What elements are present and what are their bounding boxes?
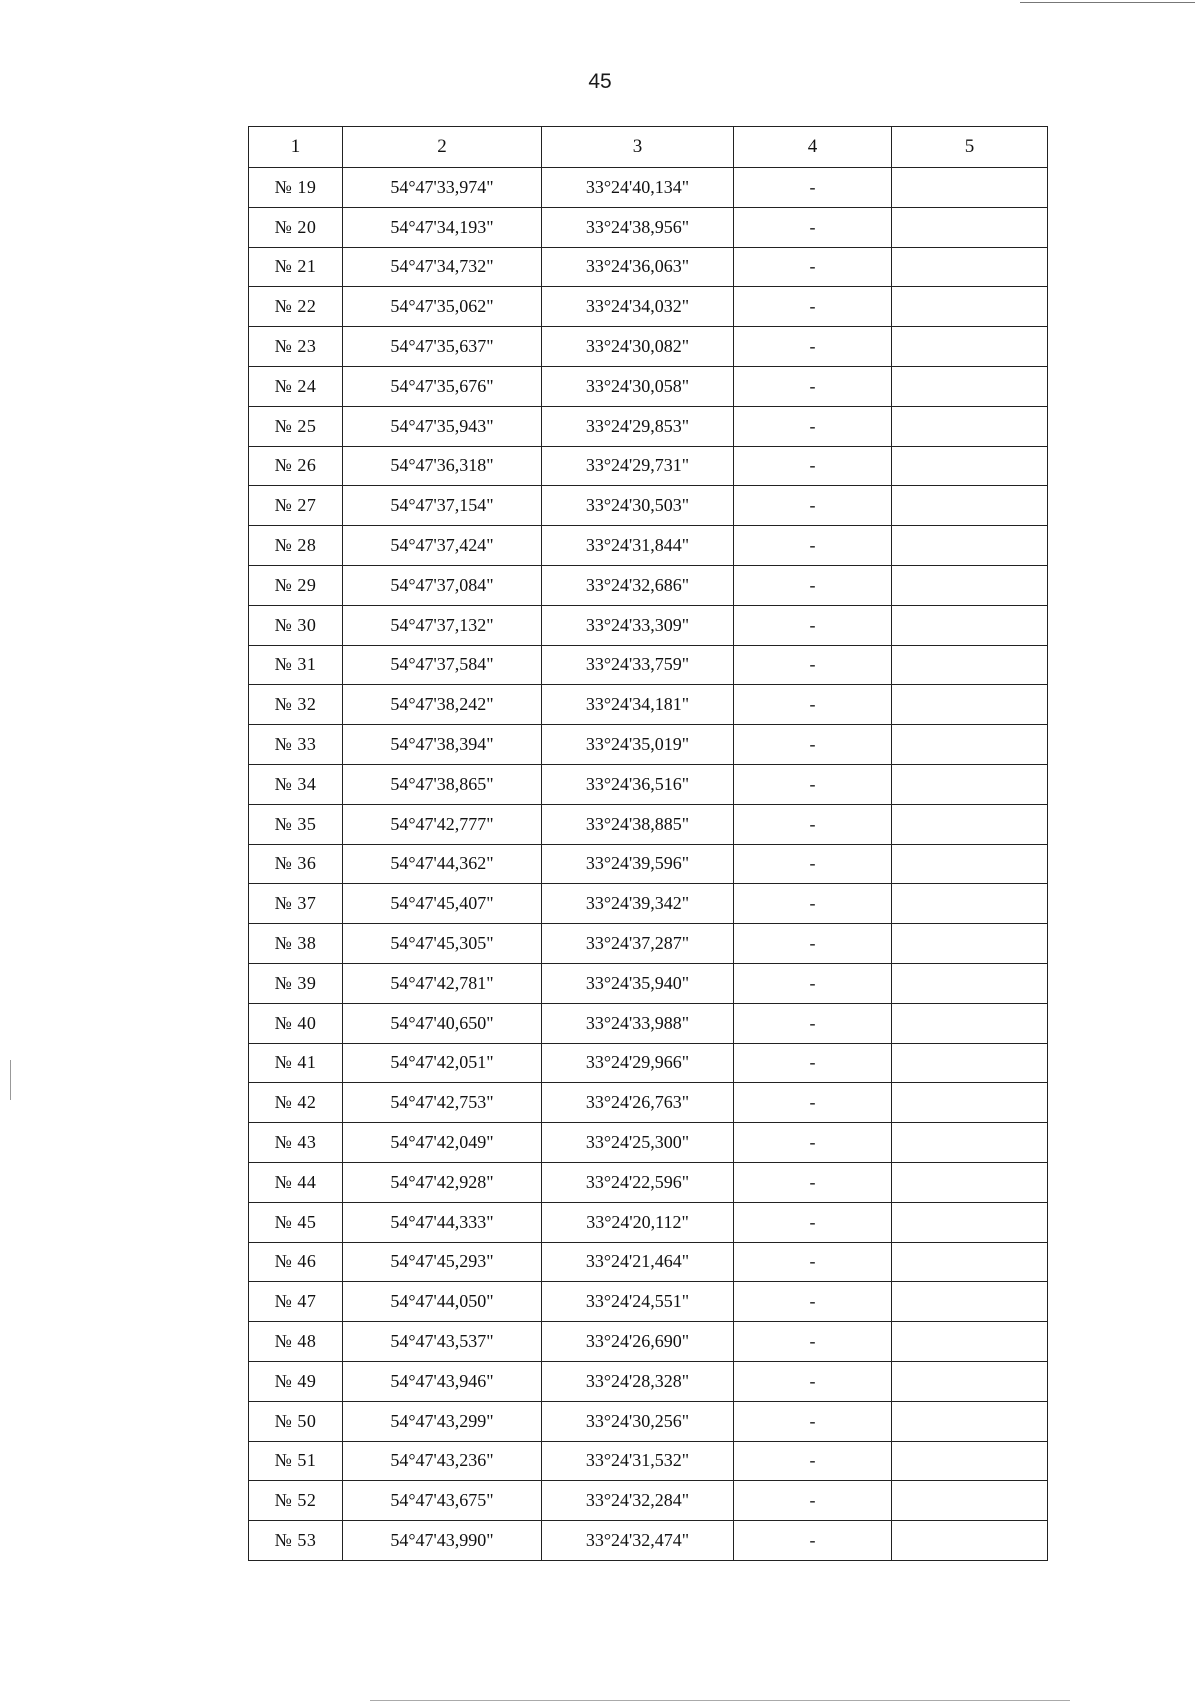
longitude-cell: 33°24'40,134" <box>542 168 734 208</box>
table-header-row <box>249 127 1048 168</box>
point-number-cell: № 19 <box>249 168 343 208</box>
table-row <box>249 1083 1048 1123</box>
longitude-cell: 33°24'33,988" <box>542 1003 734 1043</box>
latitude-cell: 54°47'43,990" <box>343 1521 542 1561</box>
column-5-cell <box>892 1401 1048 1441</box>
column-4-cell: - <box>734 685 892 725</box>
column-5-cell <box>892 406 1048 446</box>
latitude-cell: 54°47'42,928" <box>343 1162 542 1202</box>
point-number-cell: № 44 <box>249 1162 343 1202</box>
column-5-cell <box>892 804 1048 844</box>
column-5-cell <box>892 764 1048 804</box>
latitude-cell: 54°47'44,050" <box>343 1282 542 1322</box>
table-row <box>249 168 1048 208</box>
longitude-cell: 33°24'30,058" <box>542 366 734 406</box>
point-number-cell: № 20 <box>249 207 343 247</box>
latitude-cell: 54°47'35,676" <box>343 366 542 406</box>
table-row <box>249 725 1048 765</box>
column-5-cell <box>892 645 1048 685</box>
column-4-cell: - <box>734 1162 892 1202</box>
longitude-cell: 33°24'21,464" <box>542 1242 734 1282</box>
column-5-cell <box>892 287 1048 327</box>
table-row <box>249 287 1048 327</box>
longitude-cell: 33°24'39,342" <box>542 884 734 924</box>
latitude-cell: 54°47'37,132" <box>343 605 542 645</box>
table-row <box>249 1003 1048 1043</box>
table-row <box>249 526 1048 566</box>
table-row <box>249 486 1048 526</box>
point-number-cell: № 39 <box>249 963 343 1003</box>
column-4-cell: - <box>734 1481 892 1521</box>
table-row <box>249 764 1048 804</box>
coordinates-table <box>248 126 1048 1561</box>
point-number-cell: № 47 <box>249 1282 343 1322</box>
longitude-cell: 33°24'29,731" <box>542 446 734 486</box>
latitude-cell: 54°47'38,865" <box>343 764 542 804</box>
column-5-cell <box>892 1043 1048 1083</box>
column-header-5: 5 <box>892 127 1048 168</box>
latitude-cell: 54°47'42,753" <box>343 1083 542 1123</box>
latitude-cell: 54°47'40,650" <box>343 1003 542 1043</box>
column-4-cell: - <box>734 1043 892 1083</box>
latitude-cell: 54°47'43,537" <box>343 1322 542 1362</box>
table-row <box>249 924 1048 964</box>
column-5-cell <box>892 844 1048 884</box>
column-4-cell: - <box>734 486 892 526</box>
longitude-cell: 33°24'32,686" <box>542 565 734 605</box>
column-4-cell: - <box>734 1282 892 1322</box>
column-4-cell: - <box>734 327 892 367</box>
column-4-cell: - <box>734 1242 892 1282</box>
table-row <box>249 366 1048 406</box>
longitude-cell: 33°24'31,844" <box>542 526 734 566</box>
latitude-cell: 54°47'37,424" <box>343 526 542 566</box>
column-5-cell <box>892 1361 1048 1401</box>
column-4-cell: - <box>734 1123 892 1163</box>
point-number-cell: № 26 <box>249 446 343 486</box>
longitude-cell: 33°24'32,284" <box>542 1481 734 1521</box>
longitude-cell: 33°24'32,474" <box>542 1521 734 1561</box>
point-number-cell: № 37 <box>249 884 343 924</box>
longitude-cell: 33°24'30,503" <box>542 486 734 526</box>
table-row <box>249 1282 1048 1322</box>
column-header-3: 3 <box>542 127 734 168</box>
column-5-cell <box>892 1282 1048 1322</box>
column-5-cell <box>892 1162 1048 1202</box>
table-row <box>249 1043 1048 1083</box>
column-4-cell: - <box>734 287 892 327</box>
table-row <box>249 1202 1048 1242</box>
column-4-cell: - <box>734 884 892 924</box>
page-number: 45 <box>588 70 612 93</box>
column-5-cell <box>892 1202 1048 1242</box>
column-5-cell <box>892 1441 1048 1481</box>
longitude-cell: 33°24'20,112" <box>542 1202 734 1242</box>
column-4-cell: - <box>734 1361 892 1401</box>
column-header-1: 1 <box>249 127 343 168</box>
latitude-cell: 54°47'38,242" <box>343 685 542 725</box>
longitude-cell: 33°24'36,516" <box>542 764 734 804</box>
column-5-cell <box>892 1322 1048 1362</box>
table-row <box>249 1322 1048 1362</box>
latitude-cell: 54°47'35,943" <box>343 406 542 446</box>
column-header-4: 4 <box>734 127 892 168</box>
longitude-cell: 33°24'38,956" <box>542 207 734 247</box>
table-row <box>249 1481 1048 1521</box>
latitude-cell: 54°47'34,732" <box>343 247 542 287</box>
column-4-cell: - <box>734 1003 892 1043</box>
longitude-cell: 33°24'29,966" <box>542 1043 734 1083</box>
point-number-cell: № 53 <box>249 1521 343 1561</box>
column-4-cell: - <box>734 565 892 605</box>
table-row <box>249 605 1048 645</box>
point-number-cell: № 21 <box>249 247 343 287</box>
column-5-cell <box>892 605 1048 645</box>
latitude-cell: 54°47'33,974" <box>343 168 542 208</box>
column-4-cell: - <box>734 247 892 287</box>
longitude-cell: 33°24'29,853" <box>542 406 734 446</box>
table-row <box>249 406 1048 446</box>
point-number-cell: № 49 <box>249 1361 343 1401</box>
longitude-cell: 33°24'36,063" <box>542 247 734 287</box>
latitude-cell: 54°47'42,781" <box>343 963 542 1003</box>
point-number-cell: № 51 <box>249 1441 343 1481</box>
column-4-cell: - <box>734 168 892 208</box>
table-row <box>249 645 1048 685</box>
point-number-cell: № 41 <box>249 1043 343 1083</box>
point-number-cell: № 33 <box>249 725 343 765</box>
table-row <box>249 1123 1048 1163</box>
column-5-cell <box>892 725 1048 765</box>
point-number-cell: № 32 <box>249 685 343 725</box>
longitude-cell: 33°24'33,759" <box>542 645 734 685</box>
column-5-cell <box>892 486 1048 526</box>
latitude-cell: 54°47'43,299" <box>343 1401 542 1441</box>
column-4-cell: - <box>734 1401 892 1441</box>
column-4-cell: - <box>734 1083 892 1123</box>
column-4-cell: - <box>734 605 892 645</box>
point-number-cell: № 28 <box>249 526 343 566</box>
latitude-cell: 54°47'43,236" <box>343 1441 542 1481</box>
longitude-cell: 33°24'35,019" <box>542 725 734 765</box>
point-number-cell: № 27 <box>249 486 343 526</box>
longitude-cell: 33°24'31,532" <box>542 1441 734 1481</box>
table-row <box>249 1162 1048 1202</box>
point-number-cell: № 40 <box>249 1003 343 1043</box>
longitude-cell: 33°24'39,596" <box>542 844 734 884</box>
column-5-cell <box>892 1242 1048 1282</box>
table-row <box>249 963 1048 1003</box>
column-5-cell <box>892 526 1048 566</box>
latitude-cell: 54°47'38,394" <box>343 725 542 765</box>
column-5-cell <box>892 1481 1048 1521</box>
column-5-cell <box>892 327 1048 367</box>
scan-artifact-left <box>10 1060 11 1100</box>
latitude-cell: 54°47'37,154" <box>343 486 542 526</box>
column-5-cell <box>892 1003 1048 1043</box>
latitude-cell: 54°47'42,777" <box>343 804 542 844</box>
point-number-cell: № 25 <box>249 406 343 446</box>
latitude-cell: 54°47'42,051" <box>343 1043 542 1083</box>
table-row <box>249 804 1048 844</box>
column-4-cell: - <box>734 1441 892 1481</box>
longitude-cell: 33°24'26,690" <box>542 1322 734 1362</box>
point-number-cell: № 30 <box>249 605 343 645</box>
point-number-cell: № 35 <box>249 804 343 844</box>
latitude-cell: 54°47'42,049" <box>343 1123 542 1163</box>
point-number-cell: № 38 <box>249 924 343 964</box>
table-row <box>249 565 1048 605</box>
column-4-cell: - <box>734 1521 892 1561</box>
column-5-cell <box>892 924 1048 964</box>
longitude-cell: 33°24'22,596" <box>542 1162 734 1202</box>
latitude-cell: 54°47'36,318" <box>343 446 542 486</box>
longitude-cell: 33°24'35,940" <box>542 963 734 1003</box>
column-4-cell: - <box>734 207 892 247</box>
point-number-cell: № 48 <box>249 1322 343 1362</box>
column-4-cell: - <box>734 844 892 884</box>
table-row <box>249 1361 1048 1401</box>
column-4-cell: - <box>734 645 892 685</box>
longitude-cell: 33°24'33,309" <box>542 605 734 645</box>
latitude-cell: 54°47'45,293" <box>343 1242 542 1282</box>
longitude-cell: 33°24'34,181" <box>542 685 734 725</box>
latitude-cell: 54°47'35,637" <box>343 327 542 367</box>
point-number-cell: № 43 <box>249 1123 343 1163</box>
table-row <box>249 207 1048 247</box>
column-5-cell <box>892 168 1048 208</box>
column-4-cell: - <box>734 1202 892 1242</box>
column-4-cell: - <box>734 526 892 566</box>
latitude-cell: 54°47'45,305" <box>343 924 542 964</box>
longitude-cell: 33°24'24,551" <box>542 1282 734 1322</box>
column-header-2: 2 <box>343 127 542 168</box>
table-row <box>249 1441 1048 1481</box>
column-5-cell <box>892 1123 1048 1163</box>
point-number-cell: № 31 <box>249 645 343 685</box>
longitude-cell: 33°24'37,287" <box>542 924 734 964</box>
scan-artifact-top <box>1020 2 1195 3</box>
longitude-cell: 33°24'30,082" <box>542 327 734 367</box>
latitude-cell: 54°47'45,407" <box>343 884 542 924</box>
column-4-cell: - <box>734 1322 892 1362</box>
table-row <box>249 685 1048 725</box>
point-number-cell: № 23 <box>249 327 343 367</box>
table-row <box>249 844 1048 884</box>
point-number-cell: № 34 <box>249 764 343 804</box>
longitude-cell: 33°24'30,256" <box>542 1401 734 1441</box>
latitude-cell: 54°47'37,084" <box>343 565 542 605</box>
point-number-cell: № 29 <box>249 565 343 605</box>
table-row <box>249 1242 1048 1282</box>
column-4-cell: - <box>734 764 892 804</box>
column-4-cell: - <box>734 366 892 406</box>
column-4-cell: - <box>734 725 892 765</box>
latitude-cell: 54°47'43,946" <box>343 1361 542 1401</box>
table-row <box>249 327 1048 367</box>
column-5-cell <box>892 366 1048 406</box>
column-4-cell: - <box>734 406 892 446</box>
column-5-cell <box>892 565 1048 605</box>
table-row <box>249 1401 1048 1441</box>
column-5-cell <box>892 884 1048 924</box>
longitude-cell: 33°24'38,885" <box>542 804 734 844</box>
latitude-cell: 54°47'34,193" <box>343 207 542 247</box>
latitude-cell: 54°47'44,362" <box>343 844 542 884</box>
column-5-cell <box>892 446 1048 486</box>
point-number-cell: № 36 <box>249 844 343 884</box>
point-number-cell: № 24 <box>249 366 343 406</box>
latitude-cell: 54°47'44,333" <box>343 1202 542 1242</box>
longitude-cell: 33°24'28,328" <box>542 1361 734 1401</box>
scan-artifact-bottom <box>370 1700 1070 1701</box>
longitude-cell: 33°24'25,300" <box>542 1123 734 1163</box>
point-number-cell: № 42 <box>249 1083 343 1123</box>
table-row <box>249 884 1048 924</box>
latitude-cell: 54°47'37,584" <box>343 645 542 685</box>
column-4-cell: - <box>734 963 892 1003</box>
point-number-cell: № 22 <box>249 287 343 327</box>
column-5-cell <box>892 1521 1048 1561</box>
column-5-cell <box>892 1083 1048 1123</box>
point-number-cell: № 45 <box>249 1202 343 1242</box>
column-5-cell <box>892 685 1048 725</box>
column-4-cell: - <box>734 446 892 486</box>
longitude-cell: 33°24'34,032" <box>542 287 734 327</box>
table-row <box>249 446 1048 486</box>
table-row <box>249 1521 1048 1561</box>
point-number-cell: № 50 <box>249 1401 343 1441</box>
latitude-cell: 54°47'43,675" <box>343 1481 542 1521</box>
table-row <box>249 247 1048 287</box>
latitude-cell: 54°47'35,062" <box>343 287 542 327</box>
column-4-cell: - <box>734 924 892 964</box>
longitude-cell: 33°24'26,763" <box>542 1083 734 1123</box>
column-5-cell <box>892 207 1048 247</box>
point-number-cell: № 46 <box>249 1242 343 1282</box>
point-number-cell: № 52 <box>249 1481 343 1521</box>
column-4-cell: - <box>734 804 892 844</box>
column-5-cell <box>892 247 1048 287</box>
column-5-cell <box>892 963 1048 1003</box>
